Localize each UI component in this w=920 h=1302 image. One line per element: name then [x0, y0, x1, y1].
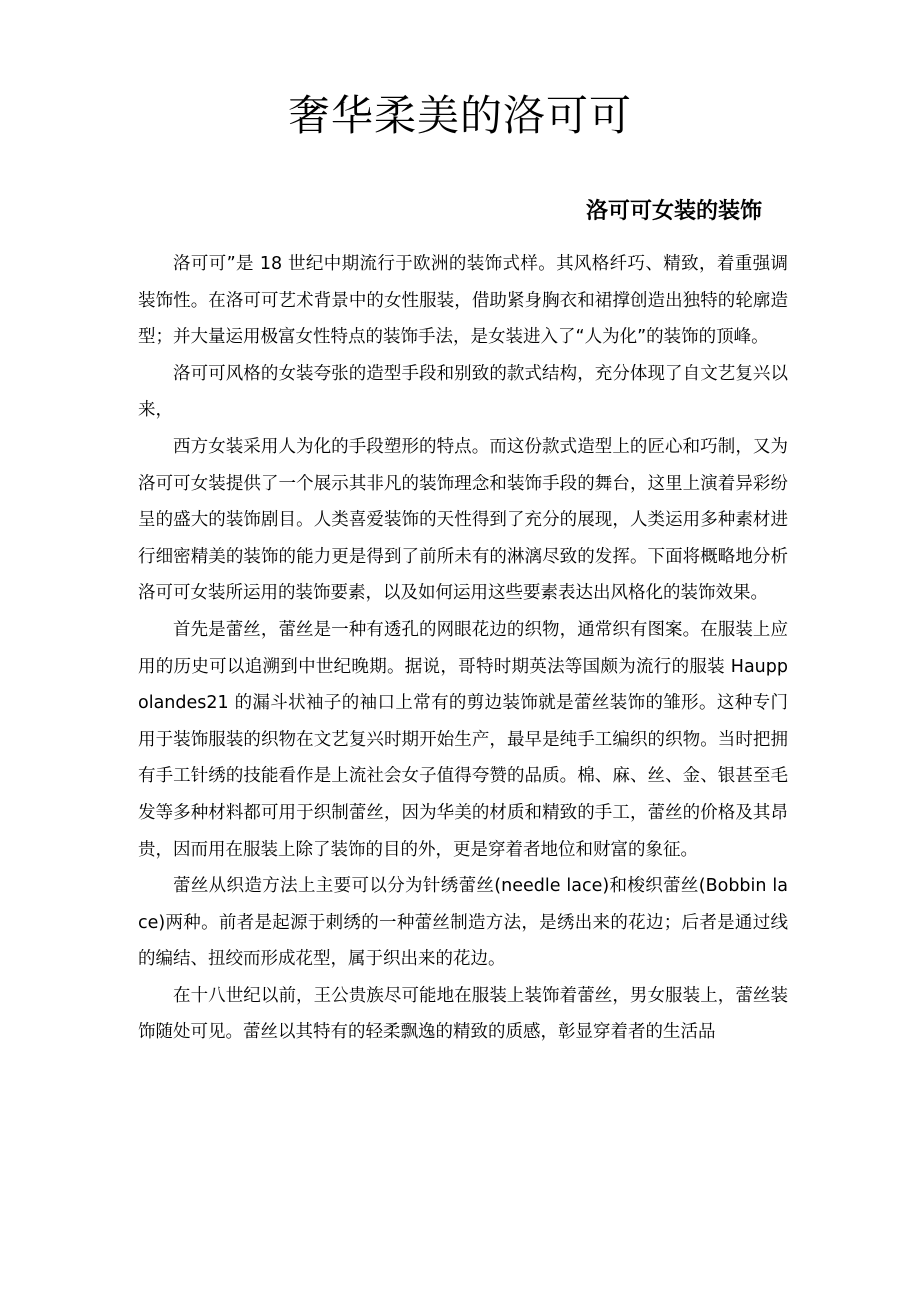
paragraph: 蕾丝从织造方法上主要可以分为针绣蕾丝(needle lace)和梭织蕾丝(Bobbin lace)两种。前者是起源于刺绣的一种蕾丝制造方法，是绣出来的花边；后者是通过线的编结、扭绞而形成花型，属于织出来的花边。 [138, 876, 788, 970]
paragraph: 洛可可风格的女装夸张的造型手段和别致的款式结构，充分体现了自文艺复兴以来， [138, 363, 788, 421]
section-heading: 洛可可女装的装饰 [585, 199, 762, 224]
paragraph: 洛可可”是 18 世纪中期流行于欧洲的装饰式样。其风格纤巧、精致，着重强调装饰性。在洛可可艺术背景中的女性服装，借助紧身胸衣和裙撑创造出独特的轮廓造型；并大量运用极富女性特点的装饰手法，是女装进入了“人为化”的装饰的顶峰。 [138, 254, 788, 348]
paragraph: 首先是蕾丝，蕾丝是一种有透孔的网眼花边的织物，通常织有图案。在服装上应用的历史可以追溯到中世纪晚期。据说，哥特时期英法等国颇为流行的服装 Hauppolandes21 的漏斗状袖子的袖口上常有的剪边装饰就是蕾丝装饰的雏形。这种专门用于装饰服装的织物在文艺复兴时期开始生产，最早是纯手工编织的织物。当时把拥有手工针绣的技能看作是上流社会女子值得夸赞的品质。棉、麻、丝、金、银甚至毛发等多种材料都可用于织制蕾丝，因为华美的材质和精致的手工，蕾丝的价格及其昂贵，因而用在服装上除了装饰的目的外，更是穿着者地位和财富的象征。 [138, 619, 788, 860]
paragraph: 在十八世纪以前，王公贵族尽可能地在服装上装饰着蕾丝，男女服装上，蕾丝装饰随处可见。蕾丝以其特有的轻柔飘逸的精致的质感，彰显穿着者的生活品 [138, 985, 788, 1043]
paragraph: 西方女装采用人为化的手段塑形的特点。而这份款式造型上的匠心和巧制，又为洛可可女装提供了一个展示其非凡的装饰理念和装饰手段的舞台，这里上演着异彩纷呈的盛大的装饰剧目。人类喜爱装饰的天性得到了充分的展现，人类运用多种素材进行细密精美的装饰的能力更是得到了前所未有的淋漓尽致的发挥。下面将概略地分析洛可可女装所运用的装饰要素，以及如何运用这些要素表达出风格化的装饰效果。 [138, 436, 788, 604]
body-text [138, 246, 788, 1051]
document-title: 奢华柔美的洛可可 [287, 91, 632, 140]
